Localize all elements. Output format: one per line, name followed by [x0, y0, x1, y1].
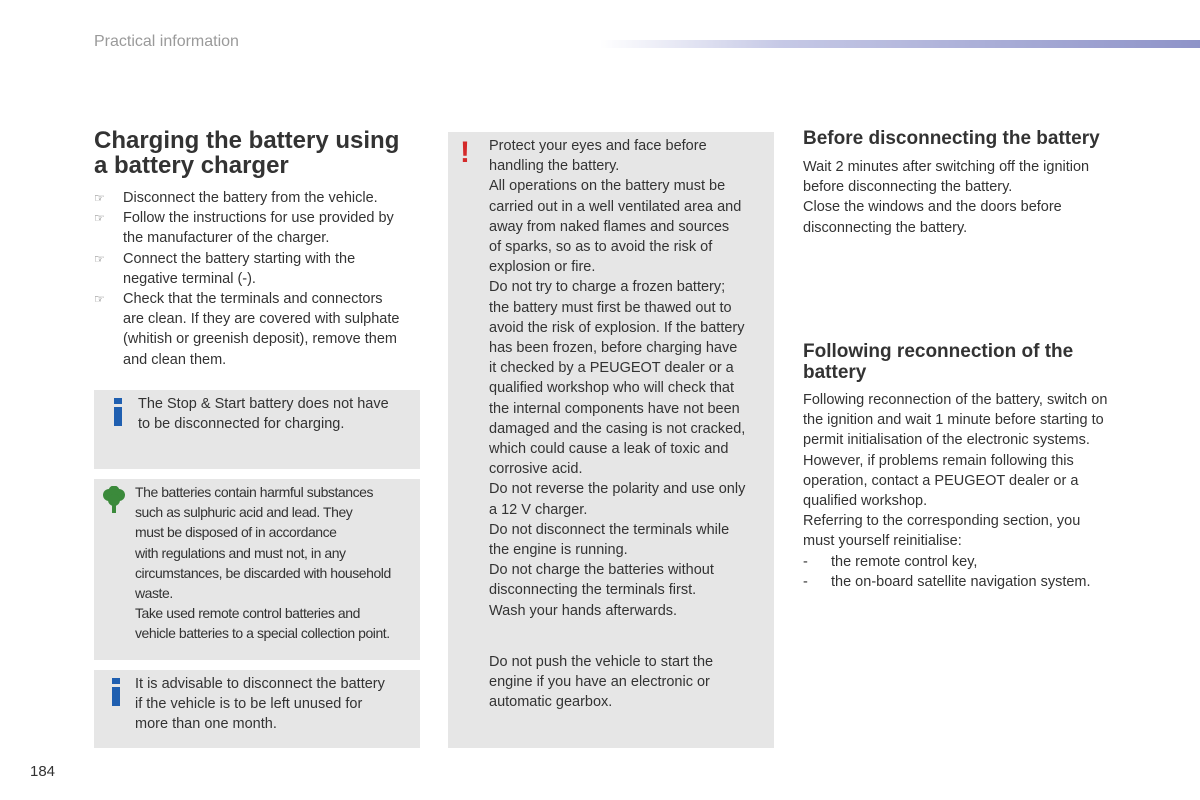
text-line: disconnecting the battery. [803, 219, 968, 236]
list-item-line: Connect the battery starting with the [123, 250, 356, 267]
list-item [94, 249, 424, 289]
warning-text-line: has been frozen, before charging have [489, 340, 738, 357]
eco-text-line: must be disposed of in accordance [135, 524, 337, 541]
warning-box [448, 132, 774, 748]
info-icon [105, 678, 127, 706]
page-title-line: Charging the battery using [94, 127, 400, 154]
info-text-line: The Stop & Start battery does not have [138, 396, 389, 412]
eco-text-line: with regulations and must not, in any [135, 544, 346, 561]
warning-text-line: avoid the risk of explosion. If the battery [489, 319, 745, 336]
warning-text-line: the battery must first be thawed out to [489, 299, 732, 316]
pointing-hand-icon: ☞ [94, 191, 105, 205]
section-body-before-disconnecting [803, 157, 1148, 238]
warning-text-line: Do not try to charge a frozen battery; [489, 279, 726, 296]
warning-text-line: away from naked flames and sources [489, 218, 730, 235]
text-line: permit initialisation of the electronic systems. [803, 432, 1090, 449]
warning-text-line: Do not reverse the polarity and use only [489, 481, 746, 498]
dash-list-item [803, 572, 1148, 592]
dash-marker: - [803, 553, 808, 570]
tree-icon [102, 486, 126, 514]
text-line: the ignition and wait 1 minute before starting to [803, 412, 1104, 429]
header-section-title: Practical information [94, 33, 239, 50]
warning-text-line: damaged and the casing is not cracked, [489, 420, 746, 437]
pointing-hand-icon: ☞ [94, 211, 105, 226]
text-line: However, if problems remain following this [803, 452, 1074, 469]
pointing-hand-icon: ☞ [94, 292, 105, 307]
text-line: before disconnecting the battery. [803, 179, 1013, 196]
warning-text-line: it checked by a PEUGEOT dealer or a [489, 360, 734, 377]
section-body-following-reconnection [803, 390, 1148, 592]
warning-text-line: disconnecting the terminals first. [489, 582, 697, 599]
dash-marker: - [803, 573, 808, 590]
warning-text-line: the internal components have not been [489, 400, 740, 417]
warning-text-line: corrosive acid. [489, 461, 583, 478]
eco-text-line: waste. [135, 585, 173, 602]
warning-text-line: All operations on the battery must be [489, 178, 726, 195]
warning-text-line: Protect your eyes and face before [489, 138, 707, 154]
info-text-line: if the vehicle is to be left unused for [135, 696, 363, 713]
text-line: Following reconnection of the battery, switch on [803, 392, 1108, 408]
page-number: 184 [30, 763, 56, 780]
warning-final-text [489, 652, 771, 713]
warning-text-line: which could cause a leak of toxic and [489, 441, 729, 458]
text-line: operation, contact a PEUGEOT dealer or a [803, 472, 1079, 489]
heading-line: battery [803, 361, 867, 383]
list-item [94, 289, 424, 370]
text-line: must yourself reinitialise: [803, 533, 962, 550]
info-text-line: to be disconnected for charging. [138, 416, 345, 433]
warning-text-line: explosion or fire. [489, 259, 596, 276]
info-text-line: It is advisable to disconnect the battery [135, 676, 385, 692]
list-item-line: Disconnect the battery from the vehicle. [123, 190, 378, 206]
warning-text-line: Do not push the vehicle to start the [489, 654, 714, 670]
warning-text-line: qualified workshop who will check that [489, 380, 735, 397]
eco-text-line: Take used remote control batteries and [135, 605, 360, 622]
pointing-hand-icon: ☞ [94, 251, 105, 266]
list-item-line: the manufacturer of the charger. [123, 230, 330, 247]
page-title-line: a battery charger [94, 152, 289, 179]
warning-exclamation-icon: ! [460, 136, 470, 169]
list-item-line: are clean. If they are covered with sulphate [123, 311, 400, 328]
header-gradient-bar [600, 40, 1200, 48]
text-line: Wait 2 minutes after switching off the ignition [803, 159, 1090, 175]
warning-text-line: carried out in a well ventilated area and [489, 198, 742, 215]
info-box-stop-start [94, 390, 420, 469]
list-item-line: Follow the instructions for use provided by [123, 210, 394, 227]
environment-box [94, 479, 420, 660]
dash-list-item [803, 552, 1148, 572]
info-box-unused-vehicle [94, 670, 420, 748]
list-item-line: Check that the terminals and connectors [123, 291, 383, 308]
dash-list-item-text: the remote control key, [831, 553, 978, 570]
warning-text-line: Do not charge the batteries without [489, 562, 714, 579]
warning-text-line: automatic gearbox. [489, 694, 613, 711]
text-line: Referring to the corresponding section, you [803, 513, 1081, 530]
warning-text-line: Wash your hands afterwards. [489, 602, 678, 619]
dash-list-item-text: the on-board satellite navigation system. [831, 573, 1091, 590]
eco-text-line: such as sulphuric acid and lead. They [135, 504, 353, 521]
section-heading-before-disconnecting: Before disconnecting the battery [803, 128, 1100, 149]
section-heading-following-reconnection [803, 342, 1143, 383]
warning-text-line: the engine is running. [489, 542, 628, 559]
info-icon [107, 398, 129, 426]
list-item [94, 188, 424, 208]
list-item-line: (whitish or greenish deposit), remove them [123, 331, 398, 348]
info-text-line: more than one month. [135, 716, 277, 733]
warning-text [489, 136, 771, 621]
warning-text-line: engine if you have an electronic or [489, 674, 710, 691]
text-line: Close the windows and the doors before [803, 199, 1062, 216]
page-title [94, 128, 434, 178]
warning-text-line: of sparks, so as to avoid the risk of [489, 239, 713, 256]
warning-text-line: handling the battery. [489, 158, 620, 175]
heading-line: Following reconnection of the [803, 341, 1074, 362]
warning-text-line: a 12 V charger. [489, 501, 588, 518]
list-item [94, 208, 424, 248]
eco-text-line: circumstances, be discarded with household [135, 564, 391, 581]
eco-text-line: vehicle batteries to a special collection point. [135, 625, 390, 642]
list-item-line: negative terminal (-). [123, 270, 256, 287]
text-line: qualified workshop. [803, 493, 928, 510]
instruction-list [94, 188, 424, 370]
list-item-line: and clean them. [123, 351, 227, 368]
warning-text-line: Do not disconnect the terminals while [489, 521, 730, 538]
eco-text-line: The batteries contain harmful substances [135, 484, 374, 500]
